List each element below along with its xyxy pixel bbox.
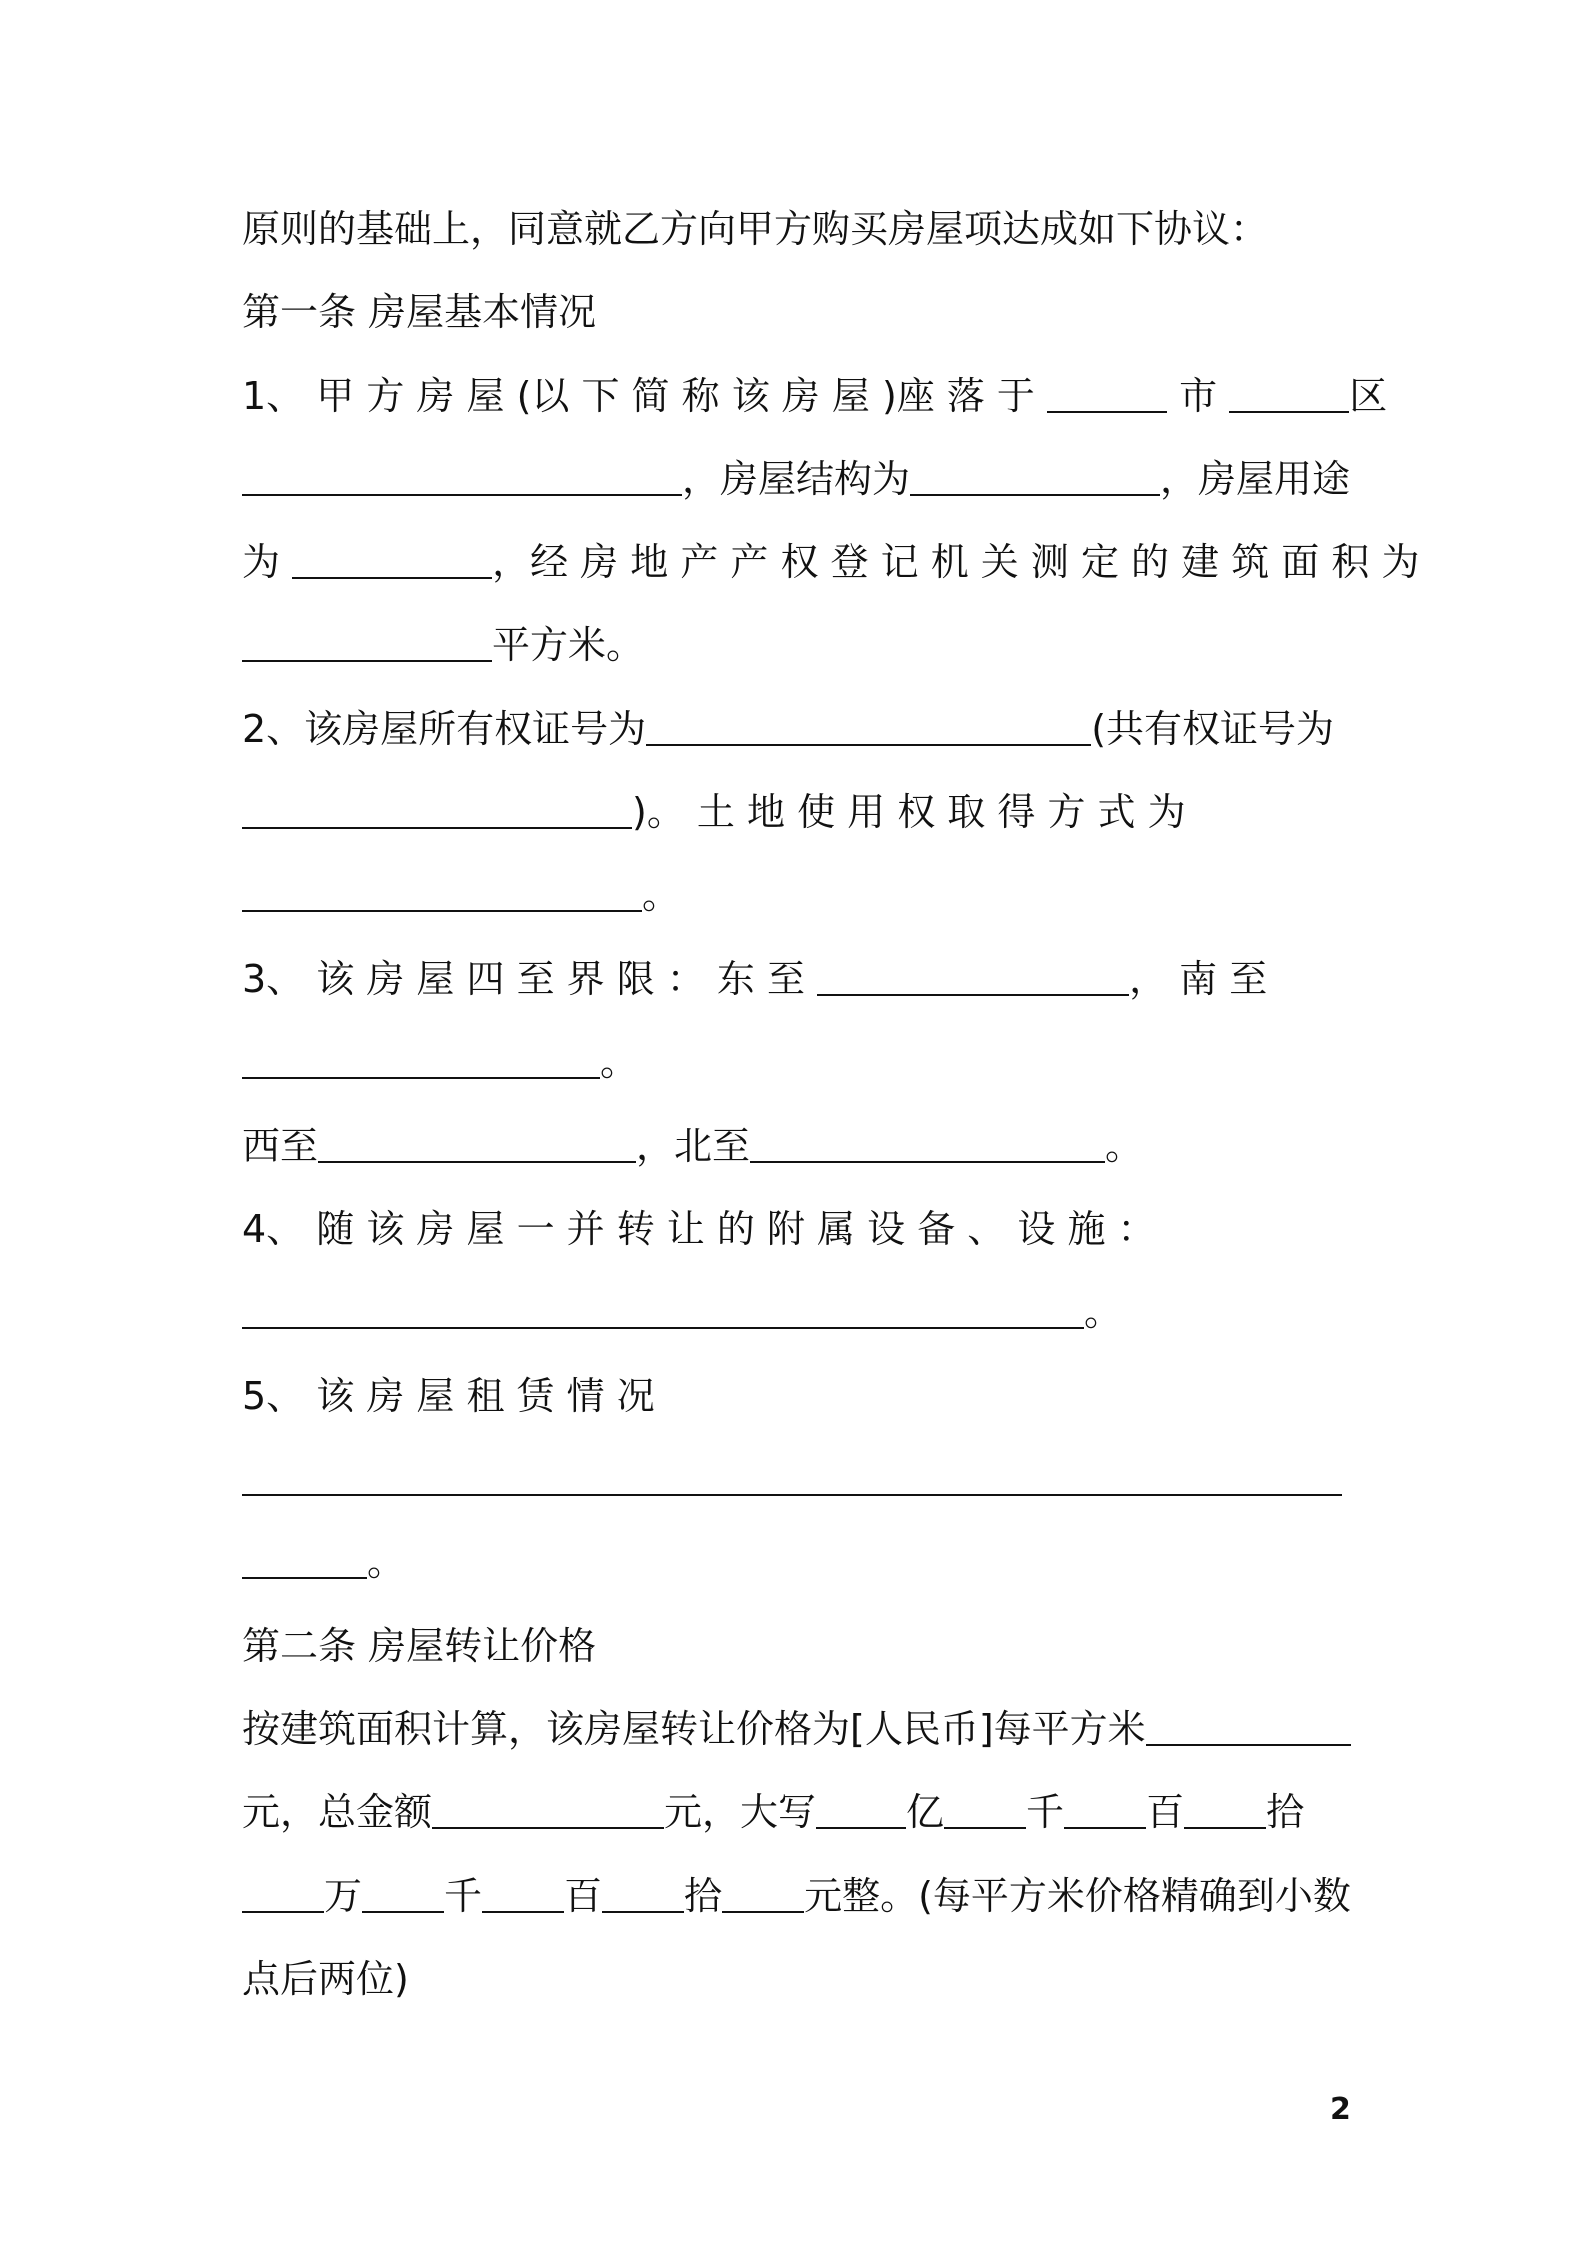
clause-2-line-3: 。 — [242, 870, 1357, 920]
article-2-heading: 第二条 房屋转让价格 — [242, 1624, 597, 1668]
blank-land-use-method[interactable] — [242, 880, 642, 912]
clause-5-line-2 — [242, 1454, 1357, 1504]
clause-4-line-1: 4、 随 该 房 屋 一 并 转 让 的 附 属 设 备 、 设 施 ： — [242, 1207, 1156, 1251]
clause-1-line-2: ，房屋结构为 ，房屋用途 — [242, 454, 1357, 504]
blank-qian-2[interactable] — [362, 1881, 444, 1913]
blank-price-per-sqm[interactable] — [1146, 1714, 1351, 1746]
blank-city[interactable] — [1047, 381, 1167, 413]
price-line-3: 万 千 百 拾 元整。(每平方米价格精确到小数 — [242, 1871, 1357, 1921]
blank-address[interactable] — [242, 464, 682, 496]
clause-3-line-3: 西至 ，北至 。 — [242, 1124, 1144, 1168]
clause-2-line-2: )。 土 地 使 用 权 取 得 方 式 为 — [242, 787, 1357, 837]
blank-east-boundary[interactable] — [817, 964, 1129, 996]
blank-district[interactable] — [1229, 381, 1349, 413]
clause-3-line-2: 。 — [242, 1037, 1357, 1087]
blank-qian-1[interactable] — [944, 1797, 1026, 1829]
clause-5-line-1: 5、 该 房 屋 租 赁 情 况 — [242, 1374, 655, 1418]
blank-wan[interactable] — [242, 1881, 324, 1913]
page-number: 2 — [1330, 2092, 1351, 2127]
blank-structure[interactable] — [910, 464, 1160, 496]
blank-west-boundary[interactable] — [318, 1131, 636, 1163]
clause-4-line-2: 。 — [242, 1287, 1357, 1337]
blank-bai-1[interactable] — [1064, 1797, 1146, 1829]
blank-south-boundary[interactable] — [242, 1047, 600, 1079]
price-line-2: 元，总金额 元，大写 亿 千 百 拾 — [242, 1790, 1305, 1834]
blank-north-boundary[interactable] — [750, 1131, 1105, 1163]
clause-1-line-1: 1、 甲 方 房 屋 (以 下 简 称 该 房 屋 )座 落 于 市 区 — [242, 374, 1388, 418]
blank-area[interactable] — [242, 630, 492, 662]
blank-yuan[interactable] — [722, 1881, 804, 1913]
clause-3-line-1: 3、 该 房 屋 四 至 界 限 ： 东 至 ， 南 至 — [242, 957, 1268, 1001]
price-line-4: 点后两位) — [242, 1957, 409, 2001]
clause-2-line-1: 2、该房屋所有权证号为 (共有权证号为 — [242, 707, 1335, 751]
text-line-intro: 原则的基础上，同意就乙方向甲方购买房屋项达成如下协议： — [242, 207, 1269, 251]
clause-1-line-3: 为 ，经 房 地 产 产 权 登 记 机 关 测 定 的 建 筑 面 积 为 — [242, 540, 1420, 584]
blank-shi-1[interactable] — [1184, 1797, 1266, 1829]
blank-yi[interactable] — [816, 1797, 906, 1829]
blank-attached-facilities[interactable] — [242, 1297, 1084, 1329]
clause-5-line-3: 。 — [242, 1537, 1357, 1587]
clause-1-line-4: 平方米。 — [242, 620, 1357, 670]
blank-shi-2[interactable] — [602, 1881, 684, 1913]
blank-usage[interactable] — [292, 547, 492, 579]
blank-certificate-number[interactable] — [646, 714, 1091, 746]
blank-lease-status[interactable] — [242, 1464, 1342, 1496]
blank-co-ownership-number[interactable] — [242, 797, 632, 829]
blank-bai-2[interactable] — [482, 1881, 564, 1913]
blank-total-amount[interactable] — [432, 1797, 664, 1829]
price-line-1: 按建筑面积计算，该房屋转让价格为[人民币]每平方米 — [242, 1704, 1357, 1754]
blank-lease-status-continued[interactable] — [242, 1547, 367, 1579]
article-1-heading: 第一条 房屋基本情况 — [242, 290, 597, 334]
